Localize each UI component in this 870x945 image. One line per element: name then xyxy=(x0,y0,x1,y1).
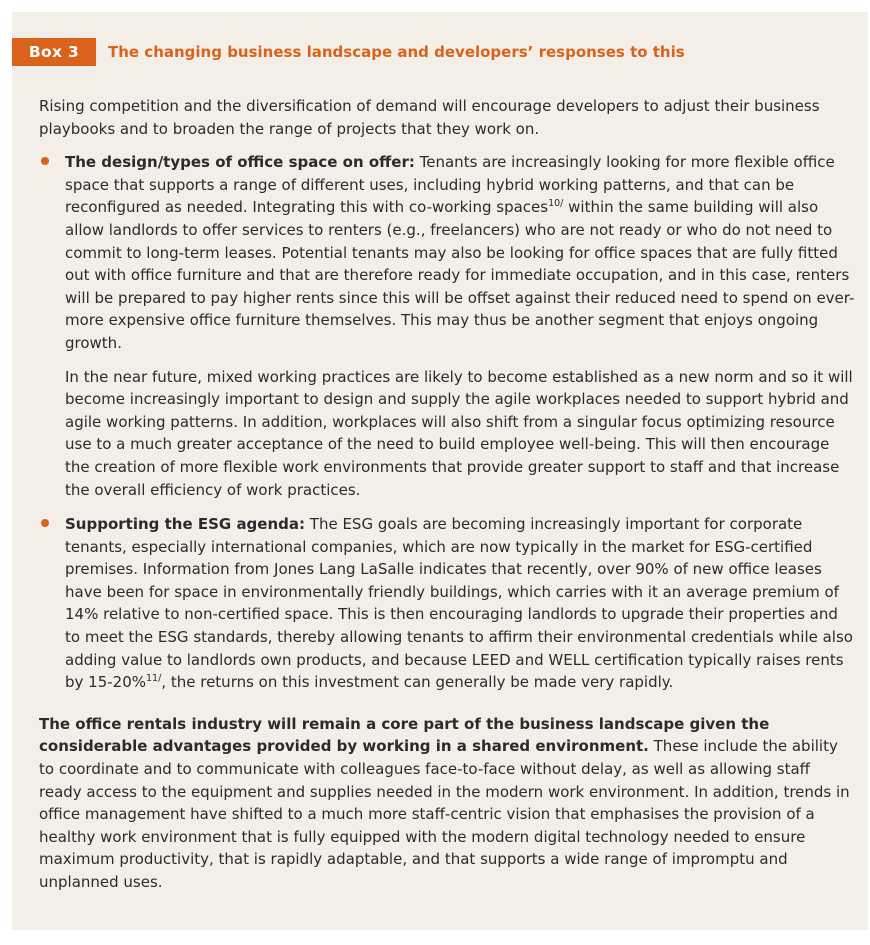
bullet-text: , the returns on this investment can generally be made very rapidly. xyxy=(161,673,674,692)
closing-text: These include the ability to coordinate and to communicate with colleagues face-to-face without delay, as well as allowing staff ready access to the equipment and supplies needed in the modern work environment. In addition, trends in office management have shifted to a much more staff-centric vision that emphasises the provision of a healthy work environment that is fully equipped with the modern digital technology needed to ensure maximum productivity, that is rapidly adaptable, and that supports a wide range of impromptu and unplanned uses. xyxy=(39,737,850,891)
box-content xyxy=(39,95,855,894)
bullet-dot-icon xyxy=(41,157,49,165)
intro-paragraph: Rising competition and the diversification of demand will encourage developers to adjust their business playbooks and to broaden the range of projects that they work on. xyxy=(39,97,820,138)
bullet-text: within the same building will also allow landlords to offer services to renters (e.g., freelancers) who are not ready or who do not need to commit to long-term leases. Potential tenants may also be looking for office spaces that are fully fitted out with office furniture and that are therefore ready for immediate occupation, and in this case, renters will be prepared to pay higher rents since this will be offset against their reduced need to spend on ever-more expensive office furniture themselves. This may thus be another segment that enjoys ongoing growth. xyxy=(65,198,855,352)
bullet-paragraph xyxy=(65,513,855,694)
bullet-text: The ESG goals are becoming increasingly important for corporate tenants, especially international companies, which are now typically in the market for ESG-certified premises. Information from Jones Lang LaSalle indicates that recently, over 90% of new office leases have been for space in environmentally friendly buildings, which carries with it an average premium of 14% relative to non-certified space. This is then encouraging landlords to upgrade their properties and to meet the ESG standards, thereby allowing tenants to affirm their environmental credentials while also adding value to landlords own products, and because LEED and WELL certification typically raises rents by 15-20% xyxy=(65,515,853,692)
bullet-heading: The design/types of office space on offer: xyxy=(65,153,415,172)
closing-paragraph xyxy=(39,713,855,894)
box-title: The changing business landscape and developers’ responses to this xyxy=(108,43,685,61)
bullet-list xyxy=(39,151,855,694)
bullet-heading: Supporting the ESG agenda: xyxy=(65,515,306,534)
footnote-ref: 10/ xyxy=(548,198,564,210)
bullet-paragraph xyxy=(65,151,855,354)
bullet-item-esg xyxy=(39,513,855,694)
bullet-item-office-design xyxy=(39,151,855,501)
footnote-ref: 11/ xyxy=(146,673,162,685)
bullet-dot-icon xyxy=(41,519,49,527)
bullet-text: Tenants are increasingly looking for more flexible office space that supports a range of different uses, including hybrid working patterns, and that can be reconfigured as needed. Integrating this with co-working spaces xyxy=(65,153,835,217)
closing-bold-lead: The office rentals industry will remain a core part of the business landscape given the considerable advantages provided by working in a shared environment. xyxy=(39,714,770,756)
bullet-sub-paragraph: In the near future, mixed working practices are likely to become established as a new norm and so it will become increasingly important to design and supply the agile workplaces needed to support hybrid and agile working patterns. In addition, workplaces will also shift from a singular focus optimizing resource use to a much greater acceptance of the need to build employee well-being. This will then encourage the creation of more flexible work environments that provide greater support to staff and that increase the overall efficiency of work practices. xyxy=(65,367,853,499)
box-label: Box 3 xyxy=(12,38,96,66)
box-header xyxy=(12,38,868,66)
box-panel xyxy=(12,12,868,930)
